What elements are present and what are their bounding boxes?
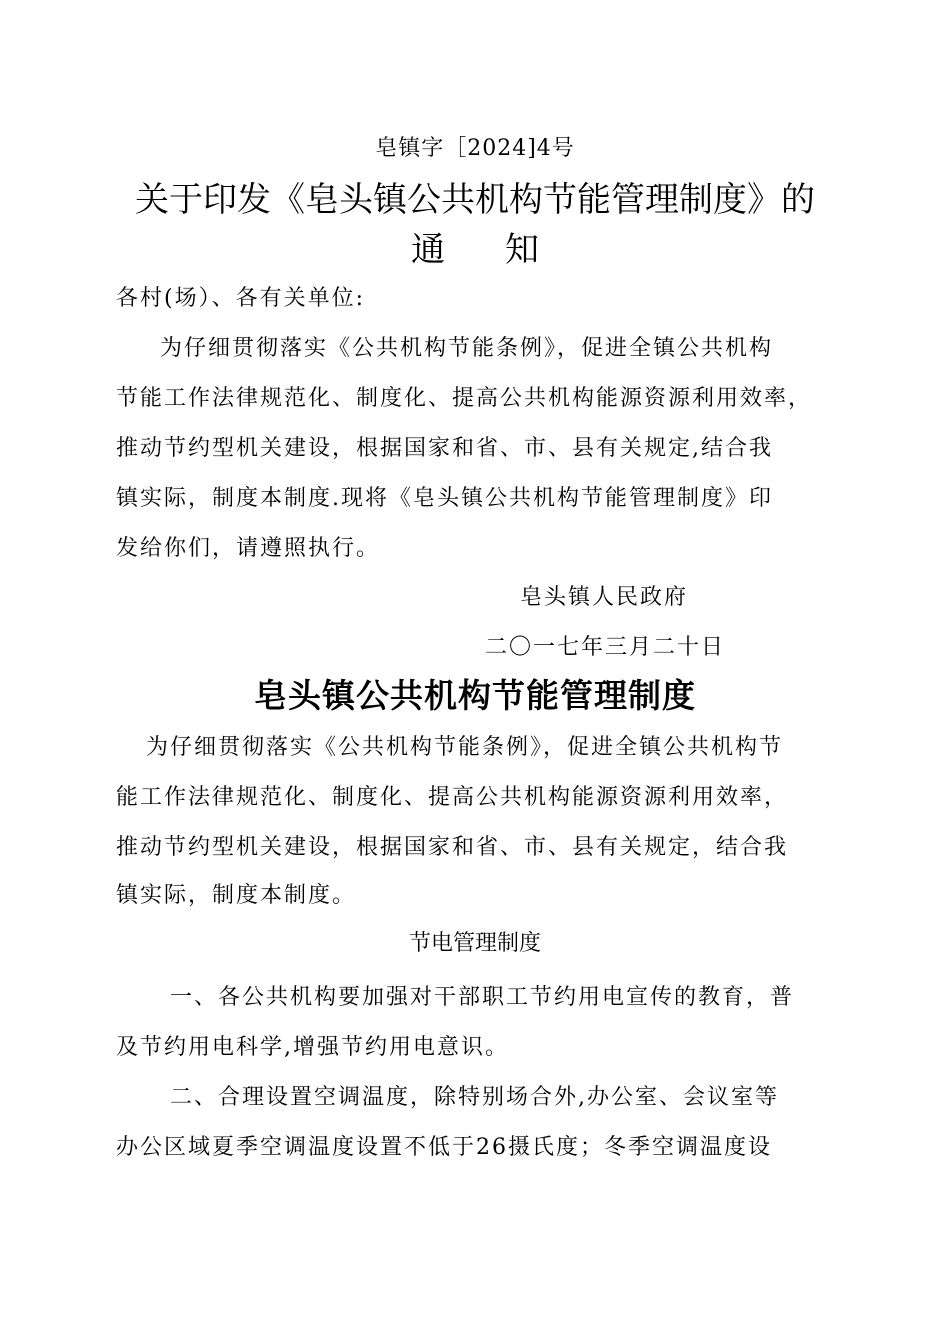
notice-title-line2: 通知 [411, 230, 599, 270]
section-intro-line: 为仔细贯彻落实《公共机构节能条例》，促进全镇公共机构节 [146, 735, 784, 760]
notice-body-line: 推动节约型机关建设，根据国家和省、市、县有关规定,结合我 [116, 436, 773, 461]
section-intro-line: 能工作法律规范化、制度化、提高公共机构能源资源利用效率， [116, 785, 789, 810]
item1-line: 及节约用电科学,增强节约用电意识。 [116, 1035, 509, 1060]
notice-body-line: 发给你们，请遵照执行。 [116, 536, 381, 561]
notice-title-line1: 关于印发《皂头镇公共机构节能管理制度》的 [135, 180, 815, 220]
item1-line: 一、各公共机构要加强对干部职工节约用电宣传的教育，普 [170, 985, 795, 1010]
section-intro-line: 推动节约型机关建设，根据国家和省、市、县有关规定，结合我 [116, 835, 789, 860]
notice-body-line: 为仔细贯彻落实《公共机构节能条例》，促进全镇公共机构 [160, 336, 774, 361]
subheading-power-management: 节电管理制度 [408, 931, 541, 956]
signature-date: 二〇一七年三月二十日 [485, 635, 726, 660]
notice-body-line: 节能工作法律规范化、制度化、提高公共机构能源资源利用效率， [116, 386, 813, 411]
section-title: 皂头镇公共机构节能管理制度 [254, 676, 696, 715]
signature-org: 皂头镇人民政府 [520, 585, 689, 610]
item2-line: 办公区域夏季空调温度设置不低于26摄氏度；冬季空调温度设 [116, 1135, 772, 1160]
notice-body-line: 镇实际，制度本制度.现将《皂头镇公共机构节能管理制度》印 [116, 486, 773, 511]
addressee: 各村(场）、各有关单位: [116, 286, 365, 311]
section-intro-line: 镇实际，制度本制度。 [116, 883, 357, 908]
doc-number: 皂镇字［2024]4号 [375, 136, 575, 161]
item2-line: 二、合理设置空调温度，除特别场合外,办公室、会议室等 [170, 1085, 779, 1110]
